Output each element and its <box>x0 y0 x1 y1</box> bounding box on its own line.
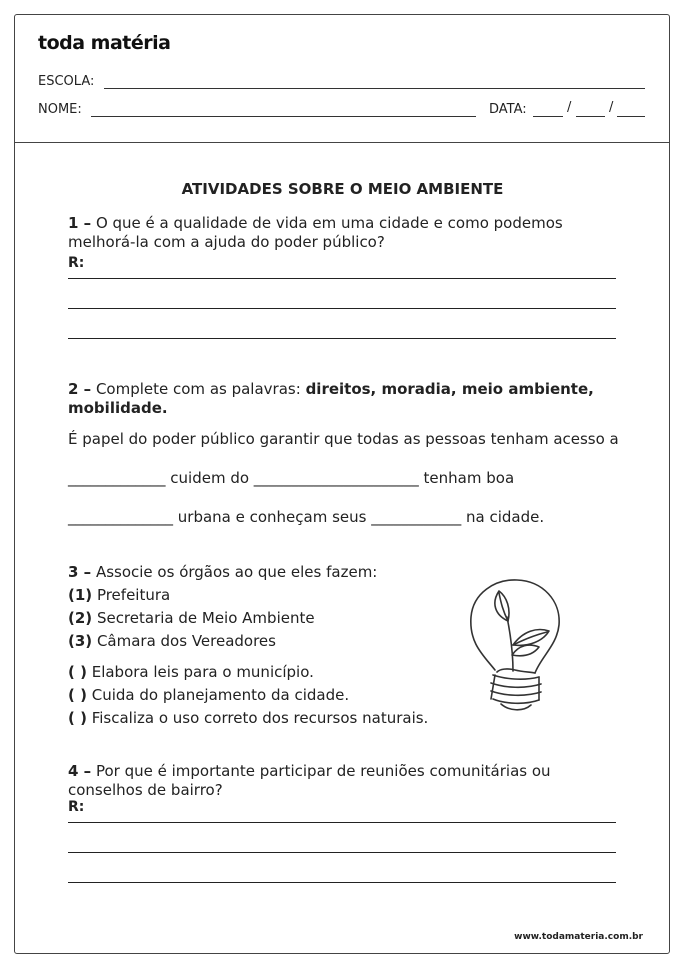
escola-field[interactable] <box>104 88 645 89</box>
answer-line[interactable] <box>68 852 616 853</box>
question-intro: Complete com as palavras: <box>95 380 301 398</box>
question-2 <box>68 380 628 418</box>
word-bank: direitos, moradia, meio ambiente, mobilidade. <box>68 380 594 417</box>
statement-item[interactable] <box>68 686 349 704</box>
question-text: O que é a qualidade de vida em uma cidade e como podemos melhorá-la com a ajuda do poder público? <box>68 214 563 251</box>
question-1 <box>68 214 628 252</box>
question-number: 3 – <box>68 563 92 581</box>
organ-number: (3) <box>68 632 93 650</box>
statement-blank[interactable]: ( ) <box>68 663 87 681</box>
header-divider <box>14 142 670 143</box>
question-text: Por que é importante participar de reuniões comunitárias ou conselhos de bairro? <box>68 762 551 799</box>
organ-item <box>68 586 170 604</box>
worksheet-title: ATIVIDADES SOBRE O MEIO AMBIENTE <box>181 180 504 198</box>
date-separator: / <box>567 100 572 115</box>
statement-text: Elabora leis para o município. <box>91 663 314 681</box>
answer-line[interactable] <box>68 882 616 883</box>
nome-label: NOME: <box>38 102 82 117</box>
organ-label: Secretaria de Meio Ambiente <box>96 609 315 627</box>
question-number: 1 – <box>68 214 92 232</box>
organ-number: (1) <box>68 586 93 604</box>
question-text: Associe os órgãos ao que eles fazem: <box>95 563 378 581</box>
date-year-field[interactable] <box>617 116 645 117</box>
escola-label: ESCOLA: <box>38 74 95 89</box>
question-number: 2 – <box>68 380 92 398</box>
date-separator: / <box>609 100 614 115</box>
organ-label: Prefeitura <box>96 586 171 604</box>
organ-item <box>68 609 315 627</box>
lightbulb-sprout-icon <box>455 575 575 715</box>
statement-text: Fiscaliza o uso correto dos recursos naturais. <box>91 709 429 727</box>
organ-item <box>68 632 276 650</box>
answer-label: R: <box>68 799 85 815</box>
statement-item[interactable] <box>68 663 314 681</box>
statement-item[interactable] <box>68 709 428 727</box>
organ-number: (2) <box>68 609 93 627</box>
date-month-field[interactable] <box>576 116 605 117</box>
answer-label: R: <box>68 255 85 271</box>
date-day-field[interactable] <box>533 116 563 117</box>
data-label: DATA: <box>489 102 527 117</box>
fill-sentence: É papel do poder público garantir que todas as pessoas tenham acesso a <box>68 430 619 448</box>
answer-line[interactable] <box>68 278 616 279</box>
question-number: 4 – <box>68 762 92 780</box>
statement-blank[interactable]: ( ) <box>68 686 87 704</box>
nome-field[interactable] <box>91 116 476 117</box>
organ-label: Câmara dos Vereadores <box>96 632 276 650</box>
answer-line[interactable] <box>68 822 616 823</box>
question-4 <box>68 762 628 800</box>
answer-line[interactable] <box>68 308 616 309</box>
footer-url: www.todamateria.com.br <box>514 932 643 942</box>
answer-line[interactable] <box>68 338 616 339</box>
statement-blank[interactable]: ( ) <box>68 709 87 727</box>
logo: toda matéria <box>38 32 171 54</box>
fill-line[interactable]: ______________ urbana e conheçam seus ____________ na cidade. <box>68 508 545 526</box>
fill-line[interactable]: _____________ cuidem do ______________________ tenham boa <box>68 469 515 487</box>
statement-text: Cuida do planejamento da cidade. <box>91 686 350 704</box>
